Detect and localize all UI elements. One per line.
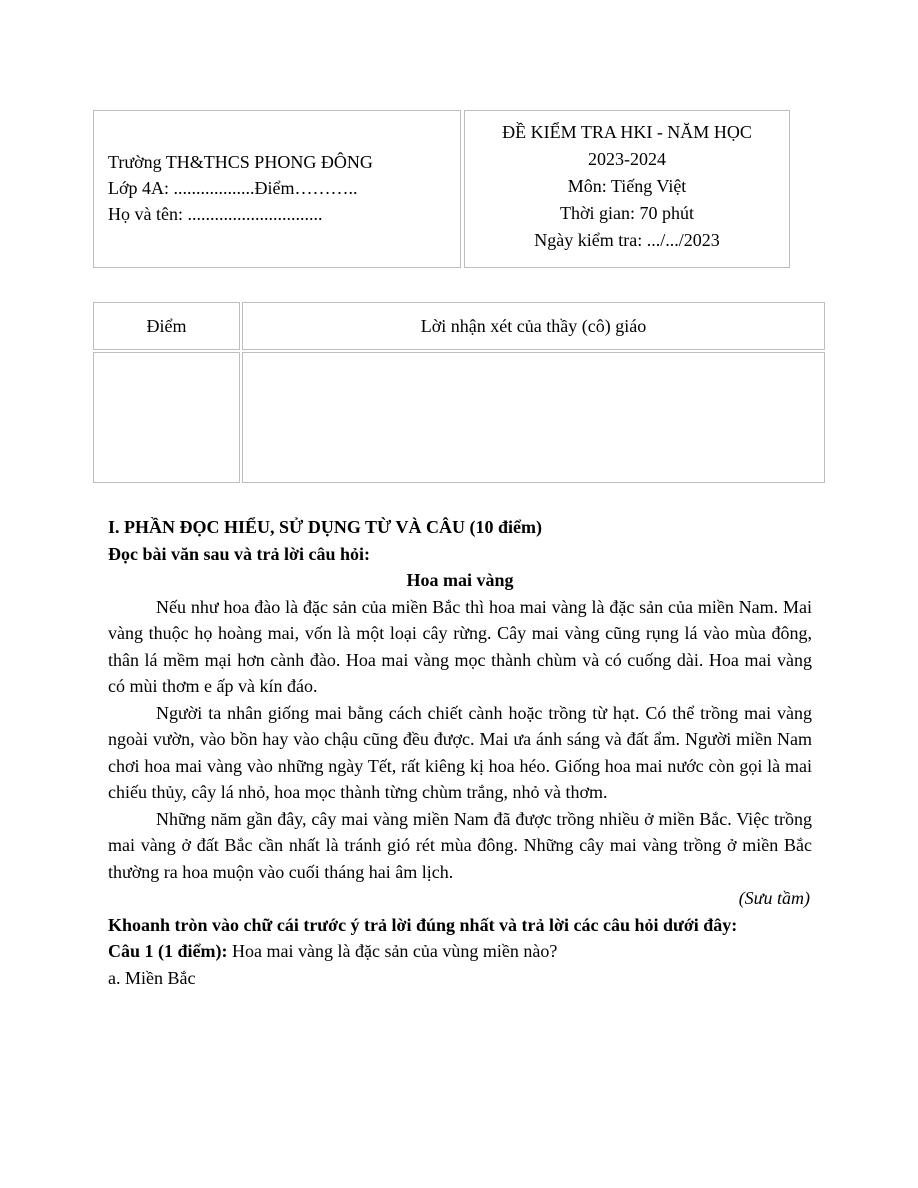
school-name: Trường TH&THCS PHONG ĐÔNG (108, 152, 373, 172)
reading-section (108, 514, 812, 991)
reading-instruction: Đọc bài văn sau và trả lời câu hỏi: (108, 543, 370, 564)
exam-title-line-2: 2023-2024 (588, 149, 666, 169)
question-1-label: Câu 1 (1 điểm): (108, 941, 228, 961)
story-source: (Sưu tầm) (738, 888, 810, 908)
comment-cell (242, 352, 825, 483)
exam-title-line-1: ĐỀ KIỂM TRA HKI - NĂM HỌC (502, 122, 752, 142)
student-info (108, 149, 373, 227)
exam-date: Ngày kiểm tra: .../.../2023 (534, 230, 720, 250)
story-paragraph: Người ta nhân giống mai bằng cách chiết cành hoặc trồng từ hạt. Có thể trồng mai vàng ngoài vườn, vào bồn hay vào chậu cũng đều được. Mai ưa ánh sáng và đất ẩm. Người miền Nam chơi hoa mai vàng vào những ngày Tết, rất kiêng kị hoa héo. Giống hoa mai nước còn gọi là mai chiếu thủy, cây lá nhỏ, hoa mọc thành từng chùm trắng, nhỏ và thơm. (108, 702, 812, 802)
comment-header: Lời nhận xét của thầy (cô) giáo (242, 302, 825, 350)
grade-comment-table (93, 302, 825, 483)
question-1-text: Hoa mai vàng là đặc sản của vùng miền nào? (227, 941, 558, 961)
question-1-option-a: a. Miền Bắc (108, 967, 196, 988)
exam-duration: Thời gian: 70 phút (559, 203, 694, 223)
exam-info (465, 119, 789, 254)
question-instruction: Khoanh tròn vào chữ cái trước ý trả lời đúng nhất và trả lời các câu hỏi dưới đây: (108, 914, 738, 935)
story-paragraph: Những năm gần đây, cây mai vàng miền Nam đã được trồng nhiều ở miền Bắc. Việc trồng mai vàng ở đất Bắc cần nhất là tránh gió rét mùa đông. Những cây mai vàng trồng ở miền Bắc thường ra hoa muộn vào cuối tháng hai âm lịch. (108, 808, 812, 882)
story-paragraph: Nếu như hoa đào là đặc sản của miền Bắc thì hoa mai vàng là đặc sản của miền Nam. Mai vàng thuộc họ hoàng mai, vốn là một loại cây rừng. Cây mai vàng cũng rụng lá vào mùa đông, thân lá mềm mại hơn cành đào. Hoa mai vàng mọc thành chùm và có cuống dài. Hoa mai vàng có mùi thơm e ấp và kín đáo. (108, 596, 812, 696)
header-student-info-box (93, 110, 461, 268)
story-title: Hoa mai vàng (406, 570, 514, 590)
score-cell (93, 352, 240, 483)
student-name-line: Họ và tên: .............................. (108, 204, 323, 224)
section-title: I. PHẦN ĐỌC HIỂU, SỬ DỤNG TỪ VÀ CÂU (10 điểm) (108, 517, 543, 537)
score-header: Điểm (93, 302, 240, 350)
header-exam-info-box (464, 110, 790, 268)
question-1 (108, 938, 812, 965)
class-score-line: Lớp 4A: ..................Điểm……….. (108, 178, 358, 198)
exam-subject: Môn: Tiếng Việt (567, 176, 687, 196)
